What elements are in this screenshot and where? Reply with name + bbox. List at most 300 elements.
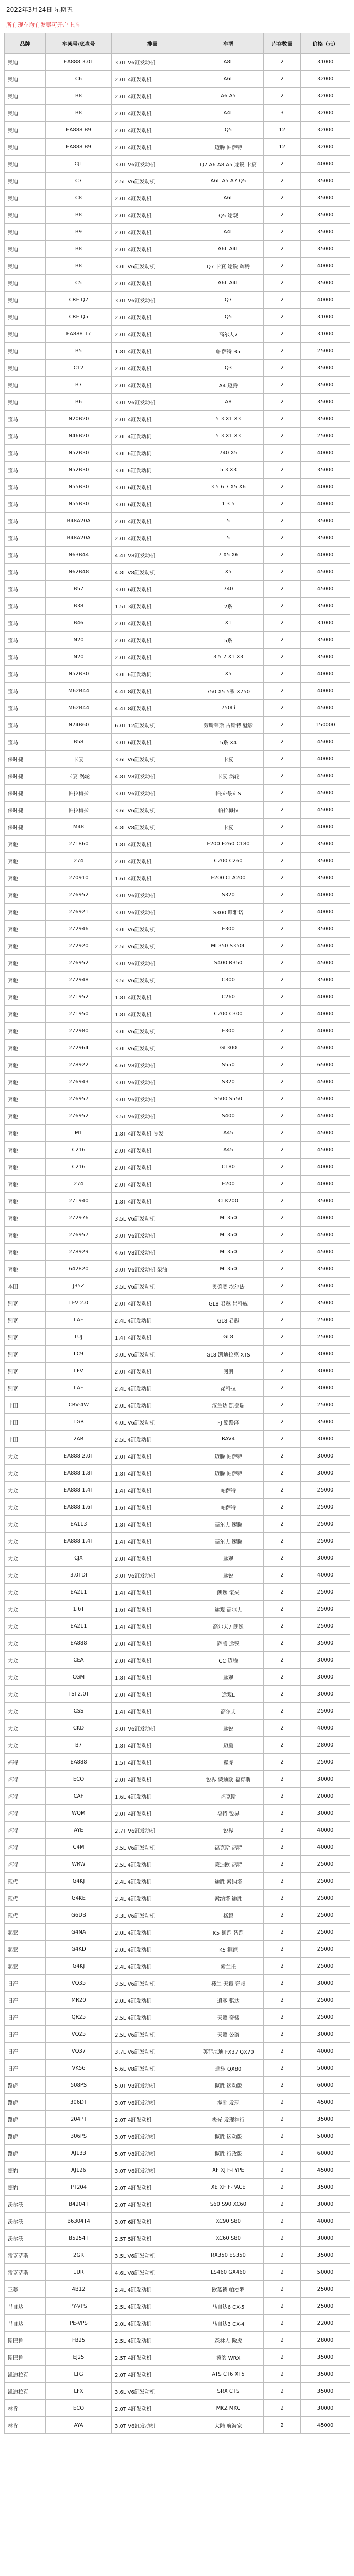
cell-brand: 别克 bbox=[5, 1363, 46, 1380]
cell-chassis: 306PS bbox=[46, 2128, 112, 2145]
cell-engine: 3.6L V6缸发动机 bbox=[112, 751, 193, 768]
cell-model: ML350 S350L bbox=[193, 938, 264, 955]
cell-model: E300 bbox=[193, 921, 264, 938]
cell-price: 35000 bbox=[301, 2383, 350, 2400]
cell-chassis: G6DB bbox=[46, 1907, 112, 1924]
table-row bbox=[5, 1499, 350, 1516]
table-row bbox=[5, 2145, 350, 2162]
cell-engine: 2.0T 4缸发动机 bbox=[112, 1448, 193, 1465]
cell-model: ML350 bbox=[193, 1244, 264, 1261]
cell-price: 40000 bbox=[301, 1567, 350, 1584]
cell-chassis: N20B20 bbox=[46, 411, 112, 428]
table-row bbox=[5, 1907, 350, 1924]
cell-qty: 2 bbox=[264, 1941, 301, 1958]
cell-price: 35000 bbox=[301, 2111, 350, 2128]
cell-brand: 宝马 bbox=[5, 462, 46, 479]
cell-brand: 奥迪 bbox=[5, 88, 46, 105]
table-row bbox=[5, 1210, 350, 1227]
cell-model: 英菲尼迪 FX37 QX70 bbox=[193, 2043, 264, 2060]
cell-model: 大陆 航海家 bbox=[193, 2417, 264, 2434]
cell-brand: 保时捷 bbox=[5, 819, 46, 836]
cell-brand: 大众 bbox=[5, 1703, 46, 1720]
cell-qty: 2 bbox=[264, 1091, 301, 1108]
cell-chassis: EA888 T7 bbox=[46, 326, 112, 343]
cell-qty: 2 bbox=[264, 921, 301, 938]
table-row bbox=[5, 1227, 350, 1244]
cell-engine: 2.5L 4缸发动机 bbox=[112, 2009, 193, 2026]
table-row bbox=[5, 1601, 350, 1618]
cell-engine: 2.5L V6缸发动机 bbox=[112, 938, 193, 955]
cell-brand: 宝马 bbox=[5, 683, 46, 700]
cell-engine: 3.6L V6缸发动机 bbox=[112, 2383, 193, 2400]
cell-brand: 大众 bbox=[5, 1465, 46, 1482]
table-row bbox=[5, 1618, 350, 1635]
table-row bbox=[5, 2111, 350, 2128]
cell-model: X5 bbox=[193, 666, 264, 683]
table-row bbox=[5, 1924, 350, 1941]
cell-brand: 奥迪 bbox=[5, 326, 46, 343]
cell-engine: 4.8L V8缸发动机 bbox=[112, 819, 193, 836]
cell-brand: 大众 bbox=[5, 1618, 46, 1635]
cell-model: 极光 发现神行 bbox=[193, 2111, 264, 2128]
cell-chassis: LC9 bbox=[46, 1346, 112, 1363]
cell-engine: 3.0L 6缸发动机 bbox=[112, 666, 193, 683]
cell-qty: 2 bbox=[264, 2213, 301, 2230]
cell-price: 150000 bbox=[301, 717, 350, 734]
cell-qty: 2 bbox=[264, 1108, 301, 1125]
cell-qty: 2 bbox=[264, 513, 301, 530]
cell-qty: 2 bbox=[264, 1601, 301, 1618]
cell-qty: 2 bbox=[264, 1890, 301, 1907]
table-row bbox=[5, 1516, 350, 1533]
cell-brand: 奥迪 bbox=[5, 173, 46, 190]
cell-qty: 2 bbox=[264, 1652, 301, 1669]
table-row bbox=[5, 1329, 350, 1346]
cell-qty: 2 bbox=[264, 428, 301, 445]
cell-price: 40000 bbox=[301, 989, 350, 1006]
cell-model: 帕萨特 bbox=[193, 1499, 264, 1516]
cell-model: GL8 君越 bbox=[193, 1312, 264, 1329]
cell-brand: 大众 bbox=[5, 1686, 46, 1703]
table-row bbox=[5, 1975, 350, 1992]
cell-engine: 1.5T 3缸发动机 bbox=[112, 598, 193, 615]
table-row bbox=[5, 1278, 350, 1295]
table-row bbox=[5, 1244, 350, 1261]
cell-model: XF XJ F-TYPE bbox=[193, 2162, 264, 2179]
table-row bbox=[5, 2196, 350, 2213]
table-row bbox=[5, 1125, 350, 1142]
cell-model: 途观 高尔夫 bbox=[193, 1601, 264, 1618]
cell-engine: 1.8T 4缸发动机 bbox=[112, 1669, 193, 1686]
table-row bbox=[5, 1533, 350, 1550]
cell-price: 31000 bbox=[301, 54, 350, 71]
cell-chassis: 276952 bbox=[46, 887, 112, 904]
table-row bbox=[5, 2247, 350, 2264]
cell-qty: 2 bbox=[264, 1822, 301, 1839]
cell-brand: 起亚 bbox=[5, 1941, 46, 1958]
cell-model: A6L A4L bbox=[193, 275, 264, 292]
cell-chassis: N74B60 bbox=[46, 717, 112, 734]
cell-engine: 4.6L V8缸发动机 bbox=[112, 2264, 193, 2281]
cell-brand: 马自达 bbox=[5, 2298, 46, 2315]
cell-price: 45000 bbox=[301, 1040, 350, 1057]
cell-chassis: B48A20A bbox=[46, 513, 112, 530]
cell-brand: 凯迪拉克 bbox=[5, 2366, 46, 2383]
table-row bbox=[5, 1380, 350, 1397]
cell-model: XC60 S80 bbox=[193, 2230, 264, 2247]
cell-brand: 奥迪 bbox=[5, 258, 46, 275]
cell-engine: 5.6L V8缸发动机 bbox=[112, 2060, 193, 2077]
cell-model: RX350 ES350 bbox=[193, 2247, 264, 2264]
cell-qty: 2 bbox=[264, 1839, 301, 1856]
cell-engine: 3.0T V6缸发动机 bbox=[112, 1227, 193, 1244]
cell-model: 索纳塔 途胜 bbox=[193, 1890, 264, 1907]
cell-price: 30000 bbox=[301, 1652, 350, 1669]
cell-chassis: CAF bbox=[46, 1788, 112, 1805]
table-row bbox=[5, 700, 350, 717]
cell-model: CLK200 bbox=[193, 1193, 264, 1210]
cell-qty: 2 bbox=[264, 819, 301, 836]
cell-engine: 2.0T 4缸发动机 bbox=[112, 513, 193, 530]
cell-price: 30000 bbox=[301, 1346, 350, 1363]
cell-model: S550 bbox=[193, 1057, 264, 1074]
cell-engine: 1.8T 4缸发动机 bbox=[112, 343, 193, 360]
cell-chassis: B8 bbox=[46, 241, 112, 258]
table-row bbox=[5, 1261, 350, 1278]
cell-qty: 2 bbox=[264, 462, 301, 479]
cell-chassis: 271952 bbox=[46, 989, 112, 1006]
table-row bbox=[5, 513, 350, 530]
cell-model: 途锐 bbox=[193, 1567, 264, 1584]
cell-brand: 奔驰 bbox=[5, 1159, 46, 1176]
cell-brand: 奥迪 bbox=[5, 207, 46, 224]
cell-model: 锐界 bbox=[193, 1822, 264, 1839]
cell-chassis: 帕拉梅拉 bbox=[46, 802, 112, 819]
cell-qty: 2 bbox=[264, 2298, 301, 2315]
table-row bbox=[5, 275, 350, 292]
cell-model: A6 A5 bbox=[193, 88, 264, 105]
cell-engine: 3.0T 6缸发动机 bbox=[112, 479, 193, 496]
table-row bbox=[5, 2400, 350, 2417]
cell-brand: 雷克萨斯 bbox=[5, 2264, 46, 2281]
cell-model: Q5 bbox=[193, 309, 264, 326]
cell-model: C300 bbox=[193, 972, 264, 989]
cell-brand: 奔驰 bbox=[5, 1176, 46, 1193]
cell-brand: 大众 bbox=[5, 1720, 46, 1737]
cell-chassis: 1GR bbox=[46, 1414, 112, 1431]
cell-engine: 3.0L V6缸发动机 bbox=[112, 921, 193, 938]
cell-engine: 2.0T 4缸发动机 bbox=[112, 88, 193, 105]
cell-chassis: 272920 bbox=[46, 938, 112, 955]
cell-qty: 2 bbox=[264, 1703, 301, 1720]
table-row bbox=[5, 2298, 350, 2315]
cell-engine: 3.0T V6缸发动机 bbox=[112, 54, 193, 71]
cell-chassis: 276952 bbox=[46, 1108, 112, 1125]
cell-price: 35000 bbox=[301, 649, 350, 666]
cell-engine: 1.8T 4缸发动机 bbox=[112, 1193, 193, 1210]
cell-engine: 1.6L 4缸发动机 bbox=[112, 1788, 193, 1805]
cell-price: 35000 bbox=[301, 2179, 350, 2196]
cell-model: 帕拉梅拉 bbox=[193, 802, 264, 819]
cell-qty: 2 bbox=[264, 1431, 301, 1448]
cell-price: 45000 bbox=[301, 734, 350, 751]
cell-model: 途锐 bbox=[193, 1720, 264, 1737]
cell-brand: 日产 bbox=[5, 1992, 46, 2009]
cell-engine: 3.0L V6缸发动机 bbox=[112, 1023, 193, 1040]
cell-model: ML350 bbox=[193, 1210, 264, 1227]
cell-engine: 2.0T 4缸发动机 bbox=[112, 1176, 193, 1193]
cell-brand: 沃尔沃 bbox=[5, 2213, 46, 2230]
cell-chassis: EA888 B9 bbox=[46, 139, 112, 156]
cell-chassis: VQ37 bbox=[46, 2043, 112, 2060]
cell-price: 31000 bbox=[301, 326, 350, 343]
cell-model: 马自达6 CX-5 bbox=[193, 2298, 264, 2315]
cell-brand: 奔驰 bbox=[5, 921, 46, 938]
cell-price: 40000 bbox=[301, 666, 350, 683]
cell-model: E200 bbox=[193, 1176, 264, 1193]
cell-model: 森林人 傲虎 bbox=[193, 2332, 264, 2349]
cell-brand: 奔驰 bbox=[5, 870, 46, 887]
cell-engine: 2.0L 4缸发动机 bbox=[112, 1941, 193, 1958]
cell-brand: 沃尔沃 bbox=[5, 2196, 46, 2213]
cell-qty: 2 bbox=[264, 2026, 301, 2043]
cell-qty: 2 bbox=[264, 377, 301, 394]
cell-qty: 2 bbox=[264, 1873, 301, 1890]
cell-price: 25000 bbox=[301, 2298, 350, 2315]
cell-price: 25000 bbox=[301, 1329, 350, 1346]
cell-engine: 3.5L V6缸发动机 bbox=[112, 1210, 193, 1227]
cell-chassis: PE-VPS bbox=[46, 2315, 112, 2332]
cell-qty: 2 bbox=[264, 1550, 301, 1567]
cell-model: 阅朗 bbox=[193, 1363, 264, 1380]
table-row bbox=[5, 496, 350, 513]
cell-qty: 2 bbox=[264, 785, 301, 802]
cell-price: 45000 bbox=[301, 564, 350, 581]
cell-chassis: N63B44 bbox=[46, 547, 112, 564]
cell-engine: 2.0T 4缸发动机 bbox=[112, 411, 193, 428]
cell-engine: 1.4T 4缸发动机 bbox=[112, 1329, 193, 1346]
cell-chassis: EA113 bbox=[46, 1516, 112, 1533]
cell-brand: 宝马 bbox=[5, 411, 46, 428]
cell-brand: 丰田 bbox=[5, 1397, 46, 1414]
cell-chassis: CRE Q7 bbox=[46, 292, 112, 309]
cell-brand: 奥迪 bbox=[5, 360, 46, 377]
cell-price: 32000 bbox=[301, 139, 350, 156]
cell-qty: 2 bbox=[264, 1567, 301, 1584]
cell-qty: 2 bbox=[264, 955, 301, 972]
cell-model: A8L bbox=[193, 54, 264, 71]
cell-chassis: N52B30 bbox=[46, 445, 112, 462]
cell-qty: 2 bbox=[264, 564, 301, 581]
cell-price: 45000 bbox=[301, 1074, 350, 1091]
cell-qty: 2 bbox=[264, 1363, 301, 1380]
cell-chassis: G4KE bbox=[46, 1890, 112, 1907]
cell-engine: 4.8L V8缸发动机 bbox=[112, 564, 193, 581]
cell-model: 途观L bbox=[193, 1686, 264, 1703]
cell-qty: 2 bbox=[264, 2128, 301, 2145]
cell-engine: 5.0T V8缸发动机 bbox=[112, 2077, 193, 2094]
cell-model: 高尔夫7 朗逸 bbox=[193, 1618, 264, 1635]
cell-brand: 宝马 bbox=[5, 615, 46, 632]
cell-model: 7 X5 X6 bbox=[193, 547, 264, 564]
cell-engine: 1.8T 4缸发动机 bbox=[112, 1006, 193, 1023]
table-row bbox=[5, 1482, 350, 1499]
cell-engine: 3.7L V6缸发动机 bbox=[112, 2043, 193, 2060]
cell-price: 30000 bbox=[301, 1380, 350, 1397]
cell-brand: 奔驰 bbox=[5, 955, 46, 972]
cell-chassis: MR20 bbox=[46, 1992, 112, 2009]
cell-chassis: M62B44 bbox=[46, 700, 112, 717]
cell-price: 32000 bbox=[301, 122, 350, 139]
cell-engine: 2.5L 4缸发动机 bbox=[112, 1431, 193, 1448]
table-row bbox=[5, 1686, 350, 1703]
cell-engine: 2.0T 4缸发动机 bbox=[112, 377, 193, 394]
cell-chassis: N52B30 bbox=[46, 462, 112, 479]
cell-qty: 2 bbox=[264, 530, 301, 547]
cell-engine: 5.0T V8缸发动机 bbox=[112, 2145, 193, 2162]
cell-model: GL8 凯迪拉克 XTS bbox=[193, 1346, 264, 1363]
cell-engine: 1.8T 4缸发动机 零发 bbox=[112, 1125, 193, 1142]
cell-price: 35000 bbox=[301, 2366, 350, 2383]
cell-price: 40000 bbox=[301, 1006, 350, 1023]
cell-qty: 2 bbox=[264, 853, 301, 870]
cell-model: GL8 bbox=[193, 1329, 264, 1346]
table-row bbox=[5, 1822, 350, 1839]
col-header-model: 车型 bbox=[193, 33, 264, 54]
table-row bbox=[5, 1040, 350, 1057]
cell-qty: 2 bbox=[264, 2009, 301, 2026]
cell-chassis: EA888 1.8T bbox=[46, 1465, 112, 1482]
cell-qty: 2 bbox=[264, 2230, 301, 2247]
cell-price: 25000 bbox=[301, 1312, 350, 1329]
cell-engine: 1.8T 4缸发动机 bbox=[112, 1465, 193, 1482]
cell-price: 25000 bbox=[301, 2281, 350, 2298]
cell-qty: 2 bbox=[264, 2264, 301, 2281]
cell-brand: 雷克萨斯 bbox=[5, 2247, 46, 2264]
cell-chassis: EA888 1.4T bbox=[46, 1533, 112, 1550]
cell-model: 索兰托 bbox=[193, 1958, 264, 1975]
cell-chassis: B7 bbox=[46, 377, 112, 394]
cell-brand: 大众 bbox=[5, 1482, 46, 1499]
table-row bbox=[5, 1295, 350, 1312]
cell-model: 天籁 奇骏 bbox=[193, 2009, 264, 2026]
cell-chassis: M1 bbox=[46, 1125, 112, 1142]
cell-price: 30000 bbox=[301, 1550, 350, 1567]
cell-chassis: B8 bbox=[46, 258, 112, 275]
cell-chassis: VQ35 bbox=[46, 1975, 112, 1992]
cell-chassis: 272946 bbox=[46, 921, 112, 938]
table-row bbox=[5, 819, 350, 836]
cell-qty: 2 bbox=[264, 479, 301, 496]
cell-model: 途胜 索纳塔 bbox=[193, 1873, 264, 1890]
table-row bbox=[5, 1754, 350, 1771]
cell-model: A6L A4L bbox=[193, 241, 264, 258]
cell-chassis: EJ25 bbox=[46, 2349, 112, 2366]
table-row bbox=[5, 479, 350, 496]
cell-chassis: N55B30 bbox=[46, 496, 112, 513]
cell-price: 40000 bbox=[301, 496, 350, 513]
cell-model: A4L bbox=[193, 224, 264, 241]
cell-engine: 2.5T 5缸发动机 bbox=[112, 2230, 193, 2247]
cell-model: 揽胜 发现 bbox=[193, 2094, 264, 2111]
cell-brand: 斯巴鲁 bbox=[5, 2349, 46, 2366]
table-row bbox=[5, 751, 350, 768]
cell-price: 30000 bbox=[301, 1465, 350, 1482]
cell-chassis: C6 bbox=[46, 71, 112, 88]
cell-price: 25000 bbox=[301, 1941, 350, 1958]
cell-qty: 2 bbox=[264, 1737, 301, 1754]
cell-engine: 3.0T V6缸发动机 bbox=[112, 1074, 193, 1091]
cell-model: 辉腾 途锐 bbox=[193, 1635, 264, 1652]
cell-qty: 2 bbox=[264, 1312, 301, 1329]
cell-engine: 2.0T 4缸发动机 bbox=[112, 2366, 193, 2383]
cell-qty: 2 bbox=[264, 2196, 301, 2213]
cell-qty: 2 bbox=[264, 326, 301, 343]
cell-model: 5 3 X1 X3 bbox=[193, 428, 264, 445]
cell-model: 福特 锐界 bbox=[193, 1805, 264, 1822]
table-row bbox=[5, 207, 350, 224]
table-row bbox=[5, 1006, 350, 1023]
cell-qty: 2 bbox=[264, 683, 301, 700]
cell-qty: 2 bbox=[264, 666, 301, 683]
cell-chassis: B38 bbox=[46, 598, 112, 615]
cell-chassis: N55B30 bbox=[46, 479, 112, 496]
cell-qty: 2 bbox=[264, 88, 301, 105]
cell-chassis: 278922 bbox=[46, 1057, 112, 1074]
cell-engine: 2.4L 4缸发动机 bbox=[112, 1380, 193, 1397]
cell-brand: 奔驰 bbox=[5, 1227, 46, 1244]
cell-qty: 2 bbox=[264, 1448, 301, 1465]
table-row bbox=[5, 1108, 350, 1125]
table-row bbox=[5, 2128, 350, 2145]
cell-price: 45000 bbox=[301, 785, 350, 802]
cell-qty: 2 bbox=[264, 292, 301, 309]
cell-model: GL8 君越 昂科威 bbox=[193, 1295, 264, 1312]
cell-qty: 2 bbox=[264, 275, 301, 292]
cell-model: 740 X5 bbox=[193, 445, 264, 462]
table-row bbox=[5, 1193, 350, 1210]
cell-brand: 别克 bbox=[5, 1329, 46, 1346]
cell-model: ATS CT6 XT5 bbox=[193, 2366, 264, 2383]
cell-price: 22000 bbox=[301, 2315, 350, 2332]
cell-model: 途乐 QX80 bbox=[193, 2060, 264, 2077]
cell-brand: 别克 bbox=[5, 1380, 46, 1397]
cell-qty: 2 bbox=[264, 496, 301, 513]
table-row bbox=[5, 1737, 350, 1754]
cell-engine: 2.5L 4缸发动机 bbox=[112, 2298, 193, 2315]
cell-model: 迈腾 帕萨特 bbox=[193, 139, 264, 156]
cell-brand: 宝马 bbox=[5, 496, 46, 513]
cell-engine: 3.5L V6缸发动机 bbox=[112, 2247, 193, 2264]
cell-brand: 奔驰 bbox=[5, 938, 46, 955]
cell-qty: 2 bbox=[264, 581, 301, 598]
cell-chassis: CGM bbox=[46, 1669, 112, 1686]
cell-brand: 大众 bbox=[5, 1737, 46, 1754]
table-row bbox=[5, 326, 350, 343]
cell-price: 40000 bbox=[301, 1176, 350, 1193]
cell-engine: 2.5L 4缸发动机 bbox=[112, 2332, 193, 2349]
cell-chassis: C8 bbox=[46, 190, 112, 207]
cell-brand: 保时捷 bbox=[5, 785, 46, 802]
cell-model: 揽胜 运动版 bbox=[193, 2128, 264, 2145]
table-row bbox=[5, 2060, 350, 2077]
cell-brand: 福特 bbox=[5, 1805, 46, 1822]
table-row bbox=[5, 1057, 350, 1074]
cell-brand: 宝马 bbox=[5, 530, 46, 547]
cell-brand: 日产 bbox=[5, 2009, 46, 2026]
cell-price: 40000 bbox=[301, 1159, 350, 1176]
cell-chassis: ECO bbox=[46, 2400, 112, 2417]
